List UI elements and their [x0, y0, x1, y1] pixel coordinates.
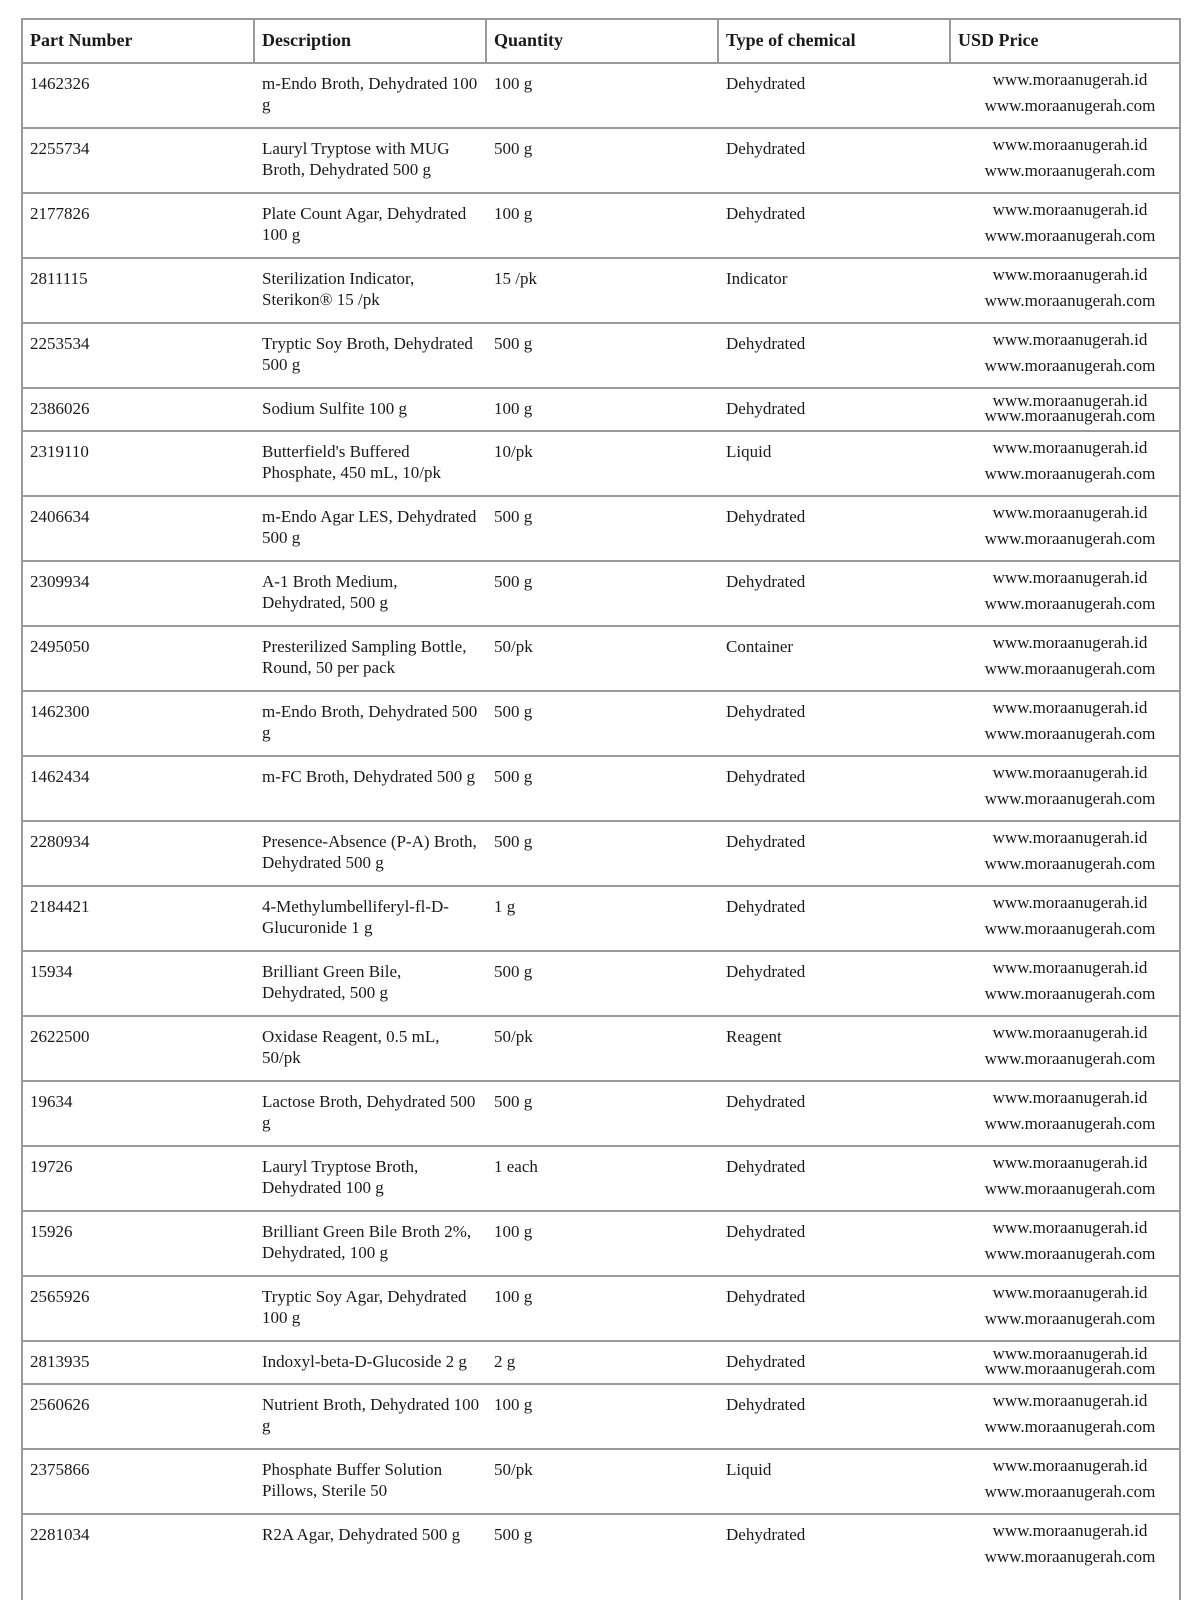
description-cell: Indoxyl-beta-D-Glucoside 2 g: [262, 1352, 467, 1371]
price-link-id[interactable]: www.moraanugerah.id: [992, 1153, 1148, 1172]
usd-price-cell: [951, 1018, 1179, 1080]
quantity-cell: 500 g: [494, 702, 533, 721]
chemical-type-cell: Dehydrated: [726, 204, 806, 223]
description-cell: Sodium Sulfite 100 g: [262, 399, 407, 418]
usd-price-cell: [951, 498, 1179, 560]
quantity-cell: 100 g: [494, 74, 533, 93]
description-cell: Nutrient Broth, Dehydrated 100 g: [262, 1395, 480, 1435]
price-link-com[interactable]: www.moraanugerah.com: [984, 1417, 1156, 1436]
quantity-cell: 500 g: [494, 1525, 533, 1544]
part-number-cell: 2375866: [30, 1460, 90, 1479]
description-cell: Lauryl Tryptose with MUG Broth, Dehydrated 500 g: [262, 139, 450, 179]
usd-price-cell: [951, 888, 1179, 950]
header-description: Description: [255, 20, 487, 62]
table-row: [23, 1343, 1179, 1385]
table-row: [23, 433, 1179, 497]
table-row: [23, 1148, 1179, 1212]
table-header-row: [23, 18, 1179, 64]
description-cell: A-1 Broth Medium, Dehydrated, 500 g: [262, 572, 398, 612]
table-row: [23, 953, 1179, 1017]
price-link-com[interactable]: www.moraanugerah.com: [984, 919, 1156, 938]
price-link-id[interactable]: www.moraanugerah.id: [992, 503, 1148, 522]
quantity-cell: 500 g: [494, 767, 533, 786]
price-link-com[interactable]: www.moraanugerah.com: [984, 659, 1156, 678]
table-row: [23, 1083, 1179, 1147]
header-type-of-chemical: Type of chemical: [719, 20, 951, 62]
quantity-cell: 500 g: [494, 507, 533, 526]
price-link-com[interactable]: www.moraanugerah.com: [984, 789, 1156, 808]
usd-price-cell: [951, 195, 1179, 257]
chemical-type-cell: Liquid: [726, 442, 772, 461]
table-row: [23, 563, 1179, 627]
price-link-com[interactable]: www.moraanugerah.com: [984, 406, 1156, 425]
chemical-type-cell: Dehydrated: [726, 1092, 806, 1111]
chemical-type-cell: Dehydrated: [726, 1395, 806, 1414]
price-link-id[interactable]: www.moraanugerah.id: [992, 391, 1148, 410]
table-row: [23, 888, 1179, 952]
chemical-type-cell: Dehydrated: [726, 1222, 806, 1241]
description-cell: Oxidase Reagent, 0.5 mL, 50/pk: [262, 1027, 440, 1067]
quantity-cell: 50/pk: [494, 1027, 533, 1046]
part-number-cell: 1462434: [30, 767, 90, 786]
part-number-cell: 2386026: [30, 399, 90, 418]
description-cell: Plate Count Agar, Dehydrated 100 g: [262, 204, 467, 244]
chemical-type-cell: Dehydrated: [726, 74, 806, 93]
description-cell: m-FC Broth, Dehydrated 500 g: [262, 767, 475, 786]
usd-price-cell: [951, 1278, 1179, 1340]
quantity-cell: 50/pk: [494, 1460, 533, 1479]
quantity-cell: 100 g: [494, 204, 533, 223]
price-link-id[interactable]: www.moraanugerah.id: [992, 1456, 1148, 1475]
price-link-com[interactable]: www.moraanugerah.com: [984, 464, 1156, 483]
usd-price-cell: [951, 1343, 1179, 1383]
price-link-id[interactable]: www.moraanugerah.id: [992, 698, 1148, 717]
table-body: [23, 65, 1179, 1572]
table-row: [23, 195, 1179, 259]
price-link-id[interactable]: www.moraanugerah.id: [992, 1283, 1148, 1302]
header-part-number: Part Number: [23, 20, 255, 62]
part-number-cell: 2406634: [30, 507, 90, 526]
part-number-cell: 2622500: [30, 1027, 90, 1046]
description-cell: m-Endo Broth, Dehydrated 500 g: [262, 702, 478, 742]
part-number-cell: 2281034: [30, 1525, 90, 1544]
price-link-com[interactable]: www.moraanugerah.com: [984, 1359, 1156, 1378]
price-link-id[interactable]: www.moraanugerah.id: [992, 958, 1148, 977]
part-number-cell: 2309934: [30, 572, 90, 591]
price-link-com[interactable]: www.moraanugerah.com: [984, 1309, 1156, 1328]
usd-price-cell: [951, 433, 1179, 495]
table-row: [23, 65, 1179, 129]
price-link-com[interactable]: www.moraanugerah.com: [984, 1244, 1156, 1263]
price-link-id[interactable]: www.moraanugerah.id: [992, 1023, 1148, 1042]
price-link-com[interactable]: www.moraanugerah.com: [984, 1114, 1156, 1133]
chemical-type-cell: Dehydrated: [726, 399, 806, 418]
price-link-com[interactable]: www.moraanugerah.com: [984, 1547, 1156, 1566]
price-link-com[interactable]: www.moraanugerah.com: [984, 724, 1156, 743]
description-cell: 4-Methylumbelliferyl-fl-D-Glucuronide 1 g: [262, 897, 449, 937]
chemical-type-cell: Reagent: [726, 1027, 782, 1046]
price-link-com[interactable]: www.moraanugerah.com: [984, 356, 1156, 375]
chemical-type-cell: Indicator: [726, 269, 788, 288]
usd-price-cell: [951, 1516, 1179, 1572]
chemical-type-cell: Dehydrated: [726, 1525, 806, 1544]
quantity-cell: 100 g: [494, 1222, 533, 1241]
part-number-cell: 2560626: [30, 1395, 90, 1414]
quantity-cell: 2 g: [494, 1352, 516, 1371]
quantity-cell: 500 g: [494, 572, 533, 591]
chemical-type-cell: Dehydrated: [726, 572, 806, 591]
description-cell: Sterilization Indicator, Sterikon® 15 /pk: [262, 269, 415, 309]
price-link-id[interactable]: www.moraanugerah.id: [992, 1344, 1148, 1363]
chemical-type-cell: Dehydrated: [726, 1287, 806, 1306]
table-row: [23, 1386, 1179, 1450]
quantity-cell: 100 g: [494, 399, 533, 418]
price-link-id[interactable]: www.moraanugerah.id: [992, 438, 1148, 457]
price-link-com[interactable]: www.moraanugerah.com: [984, 291, 1156, 310]
quantity-cell: 500 g: [494, 139, 533, 158]
usd-price-cell: [951, 1083, 1179, 1145]
quantity-cell: 500 g: [494, 832, 533, 851]
header-usd-price: USD Price: [958, 30, 1039, 50]
price-link-com[interactable]: www.moraanugerah.com: [984, 594, 1156, 613]
part-number-cell: 1462300: [30, 702, 90, 721]
description-cell: Presterilized Sampling Bottle, Round, 50 per pack: [262, 637, 467, 677]
description-cell: Brilliant Green Bile Broth 2%, Dehydrated, 100 g: [262, 1222, 472, 1262]
price-link-id[interactable]: www.moraanugerah.id: [992, 893, 1148, 912]
quantity-cell: 100 g: [494, 1287, 533, 1306]
table-row: [23, 498, 1179, 562]
chemical-type-cell: Dehydrated: [726, 897, 806, 916]
usd-price-cell: [951, 390, 1179, 430]
part-number-cell: 2813935: [30, 1352, 90, 1371]
usd-price-cell: [951, 1148, 1179, 1210]
part-number-cell: 19726: [30, 1157, 73, 1176]
chemical-type-cell: Dehydrated: [726, 1157, 806, 1176]
table-row: [23, 1451, 1179, 1515]
part-number-cell: 2280934: [30, 832, 90, 851]
description-cell: Tryptic Soy Agar, Dehydrated 100 g: [262, 1287, 467, 1327]
price-link-com[interactable]: www.moraanugerah.com: [984, 1049, 1156, 1068]
part-number-cell: 1462326: [30, 74, 90, 93]
table-row: [23, 693, 1179, 757]
quantity-cell: 500 g: [494, 334, 533, 353]
quantity-cell: 15 /pk: [494, 269, 537, 288]
usd-price-cell: [951, 260, 1179, 322]
description-cell: Butterfield's Buffered Phosphate, 450 mL, 10/pk: [262, 442, 441, 482]
price-link-com[interactable]: www.moraanugerah.com: [984, 984, 1156, 1003]
price-link-id[interactable]: www.moraanugerah.id: [992, 70, 1148, 89]
part-number-cell: 2255734: [30, 139, 90, 158]
description-cell: m-Endo Broth, Dehydrated 100 g: [262, 74, 478, 114]
price-link-id[interactable]: www.moraanugerah.id: [992, 828, 1148, 847]
usd-price-cell: [951, 130, 1179, 192]
description-cell: Lauryl Tryptose Broth, Dehydrated 100 g: [262, 1157, 419, 1197]
part-number-cell: 2184421: [30, 897, 90, 916]
table-row: [23, 823, 1179, 887]
price-link-com[interactable]: www.moraanugerah.com: [984, 96, 1156, 115]
description-cell: m-Endo Agar LES, Dehydrated 500 g: [262, 507, 477, 547]
part-number-cell: 2177826: [30, 204, 90, 223]
table-row: [23, 758, 1179, 822]
usd-price-cell: [951, 1213, 1179, 1275]
part-number-cell: 2495050: [30, 637, 90, 656]
part-number-cell: 15934: [30, 962, 73, 981]
part-number-cell: 19634: [30, 1092, 73, 1111]
usd-price-cell: [951, 563, 1179, 625]
chemical-type-cell: Dehydrated: [726, 139, 806, 158]
chemical-type-cell: Liquid: [726, 1460, 772, 1479]
part-number-cell: 2319110: [30, 442, 89, 461]
quantity-cell: 100 g: [494, 1395, 533, 1414]
part-number-cell: 2565926: [30, 1287, 90, 1306]
chemical-type-cell: Dehydrated: [726, 334, 806, 353]
price-link-id[interactable]: www.moraanugerah.id: [992, 1391, 1148, 1410]
description-cell: Tryptic Soy Broth, Dehydrated 500 g: [262, 334, 473, 374]
price-link-com[interactable]: www.moraanugerah.com: [984, 854, 1156, 873]
price-link-id[interactable]: www.moraanugerah.id: [992, 568, 1148, 587]
description-cell: Presence-Absence (P-A) Broth, Dehydrated 500 g: [262, 832, 477, 872]
table-row: [23, 130, 1179, 194]
quantity-cell: 10/pk: [494, 442, 533, 461]
price-link-id[interactable]: www.moraanugerah.id: [992, 265, 1148, 284]
usd-price-cell: [951, 325, 1179, 387]
part-number-cell: 15926: [30, 1222, 73, 1241]
usd-price-cell: [951, 65, 1179, 127]
chemical-type-cell: Dehydrated: [726, 507, 806, 526]
price-link-com[interactable]: www.moraanugerah.com: [984, 161, 1156, 180]
table-row: [23, 1018, 1179, 1082]
table-row: [23, 1278, 1179, 1342]
description-cell: Brilliant Green Bile, Dehydrated, 500 g: [262, 962, 402, 1002]
description-cell: Lactose Broth, Dehydrated 500 g: [262, 1092, 476, 1132]
chemical-type-cell: Dehydrated: [726, 962, 806, 981]
product-table: [21, 18, 1181, 1600]
price-link-id[interactable]: www.moraanugerah.id: [992, 1521, 1148, 1540]
price-link-id[interactable]: www.moraanugerah.id: [992, 200, 1148, 219]
price-link-com[interactable]: www.moraanugerah.com: [984, 1179, 1156, 1198]
header-quantity: Quantity: [487, 20, 719, 62]
description-cell: Phosphate Buffer Solution Pillows, Sterile 50: [262, 1460, 443, 1500]
table-row: [23, 390, 1179, 432]
usd-price-cell: [951, 693, 1179, 755]
usd-price-cell: [951, 1451, 1179, 1513]
description-cell: R2A Agar, Dehydrated 500 g: [262, 1525, 461, 1544]
table-row: [23, 260, 1179, 324]
usd-price-cell: [951, 758, 1179, 820]
table-row: [23, 1213, 1179, 1277]
chemical-type-cell: Dehydrated: [726, 767, 806, 786]
part-number-cell: 2253534: [30, 334, 90, 353]
price-link-id[interactable]: www.moraanugerah.id: [992, 330, 1148, 349]
quantity-cell: 1 g: [494, 897, 516, 916]
price-link-id[interactable]: www.moraanugerah.id: [992, 763, 1148, 782]
part-number-cell: 2811115: [30, 269, 88, 288]
table-row: [23, 628, 1179, 692]
price-link-com[interactable]: www.moraanugerah.com: [984, 1482, 1156, 1501]
chemical-type-cell: Container: [726, 637, 794, 656]
price-link-id[interactable]: www.moraanugerah.id: [992, 1088, 1148, 1107]
quantity-cell: 1 each: [494, 1157, 538, 1176]
price-link-id[interactable]: www.moraanugerah.id: [992, 633, 1148, 652]
price-link-com[interactable]: www.moraanugerah.com: [984, 529, 1156, 548]
quantity-cell: 500 g: [494, 1092, 533, 1111]
usd-price-cell: [951, 628, 1179, 690]
price-link-id[interactable]: www.moraanugerah.id: [992, 1218, 1148, 1237]
price-link-com[interactable]: www.moraanugerah.com: [984, 226, 1156, 245]
chemical-type-cell: Dehydrated: [726, 832, 806, 851]
table-row: [23, 325, 1179, 389]
quantity-cell: 500 g: [494, 962, 533, 981]
quantity-cell: 50/pk: [494, 637, 533, 656]
usd-price-cell: [951, 1386, 1179, 1448]
price-link-id[interactable]: www.moraanugerah.id: [992, 135, 1148, 154]
table-row: [23, 1516, 1179, 1572]
chemical-type-cell: Dehydrated: [726, 1352, 806, 1371]
chemical-type-cell: Dehydrated: [726, 702, 806, 721]
usd-price-cell: [951, 823, 1179, 885]
usd-price-cell: [951, 953, 1179, 1015]
